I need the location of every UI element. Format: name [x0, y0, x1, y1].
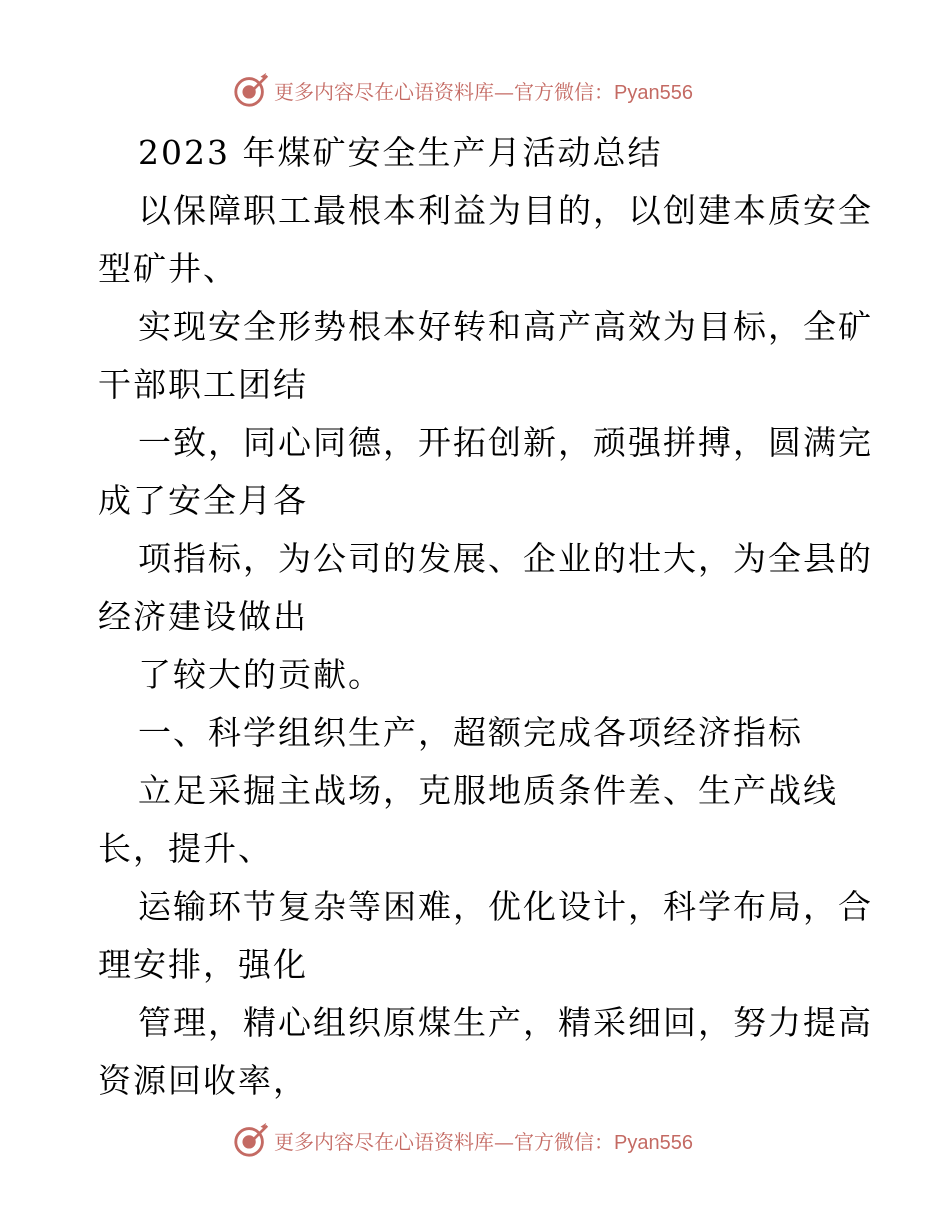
watermark-text: 更多内容尽在心语资料库—官方微信：: [274, 79, 614, 104]
watermark-id: Pyan556: [614, 1131, 693, 1154]
text-line: 理安排，强化: [98, 945, 308, 984]
quill-logo-icon: [232, 1121, 270, 1159]
text-line: 立足采掘主战场，克服地质条件差、生产战线: [138, 771, 838, 810]
document-body: [98, 124, 873, 1110]
text-line: 项指标，为公司的发展、企业的壮大，为全县的: [138, 539, 873, 578]
text-line: 型矿井、: [98, 249, 238, 288]
watermark-header: [232, 68, 752, 112]
watermark-id: Pyan556: [614, 81, 693, 104]
text-line: 了较大的贡献。: [138, 655, 383, 694]
text-line: 资源回收率，: [98, 1061, 308, 1100]
text-line: 一、科学组织生产，超额完成各项经济指标: [138, 713, 803, 752]
text-line: 实现安全形势根本好转和高产高效为目标，全矿: [138, 307, 873, 346]
text-line: 管理，精心组织原煤生产，精采细回，努力提高: [138, 1003, 873, 1042]
text-line: 长，提升、: [98, 829, 273, 868]
quill-logo-icon: [232, 71, 270, 109]
document-title: 2023 年煤矿安全生产月活动总结: [138, 133, 663, 172]
text-line: 干部职工团结: [98, 365, 308, 404]
text-line: 以保障职工最根本利益为目的，以创建本质安全: [138, 191, 873, 230]
watermark-footer: [232, 1118, 752, 1162]
text-line: 一致，同心同德，开拓创新，顽强拼搏，圆满完: [138, 423, 873, 462]
text-line: 运输环节复杂等困难，优化设计，科学布局，合: [138, 887, 873, 926]
text-line: 经济建设做出: [98, 597, 308, 636]
watermark-text: 更多内容尽在心语资料库—官方微信：: [274, 1129, 614, 1154]
text-line: 成了安全月各: [98, 481, 308, 520]
